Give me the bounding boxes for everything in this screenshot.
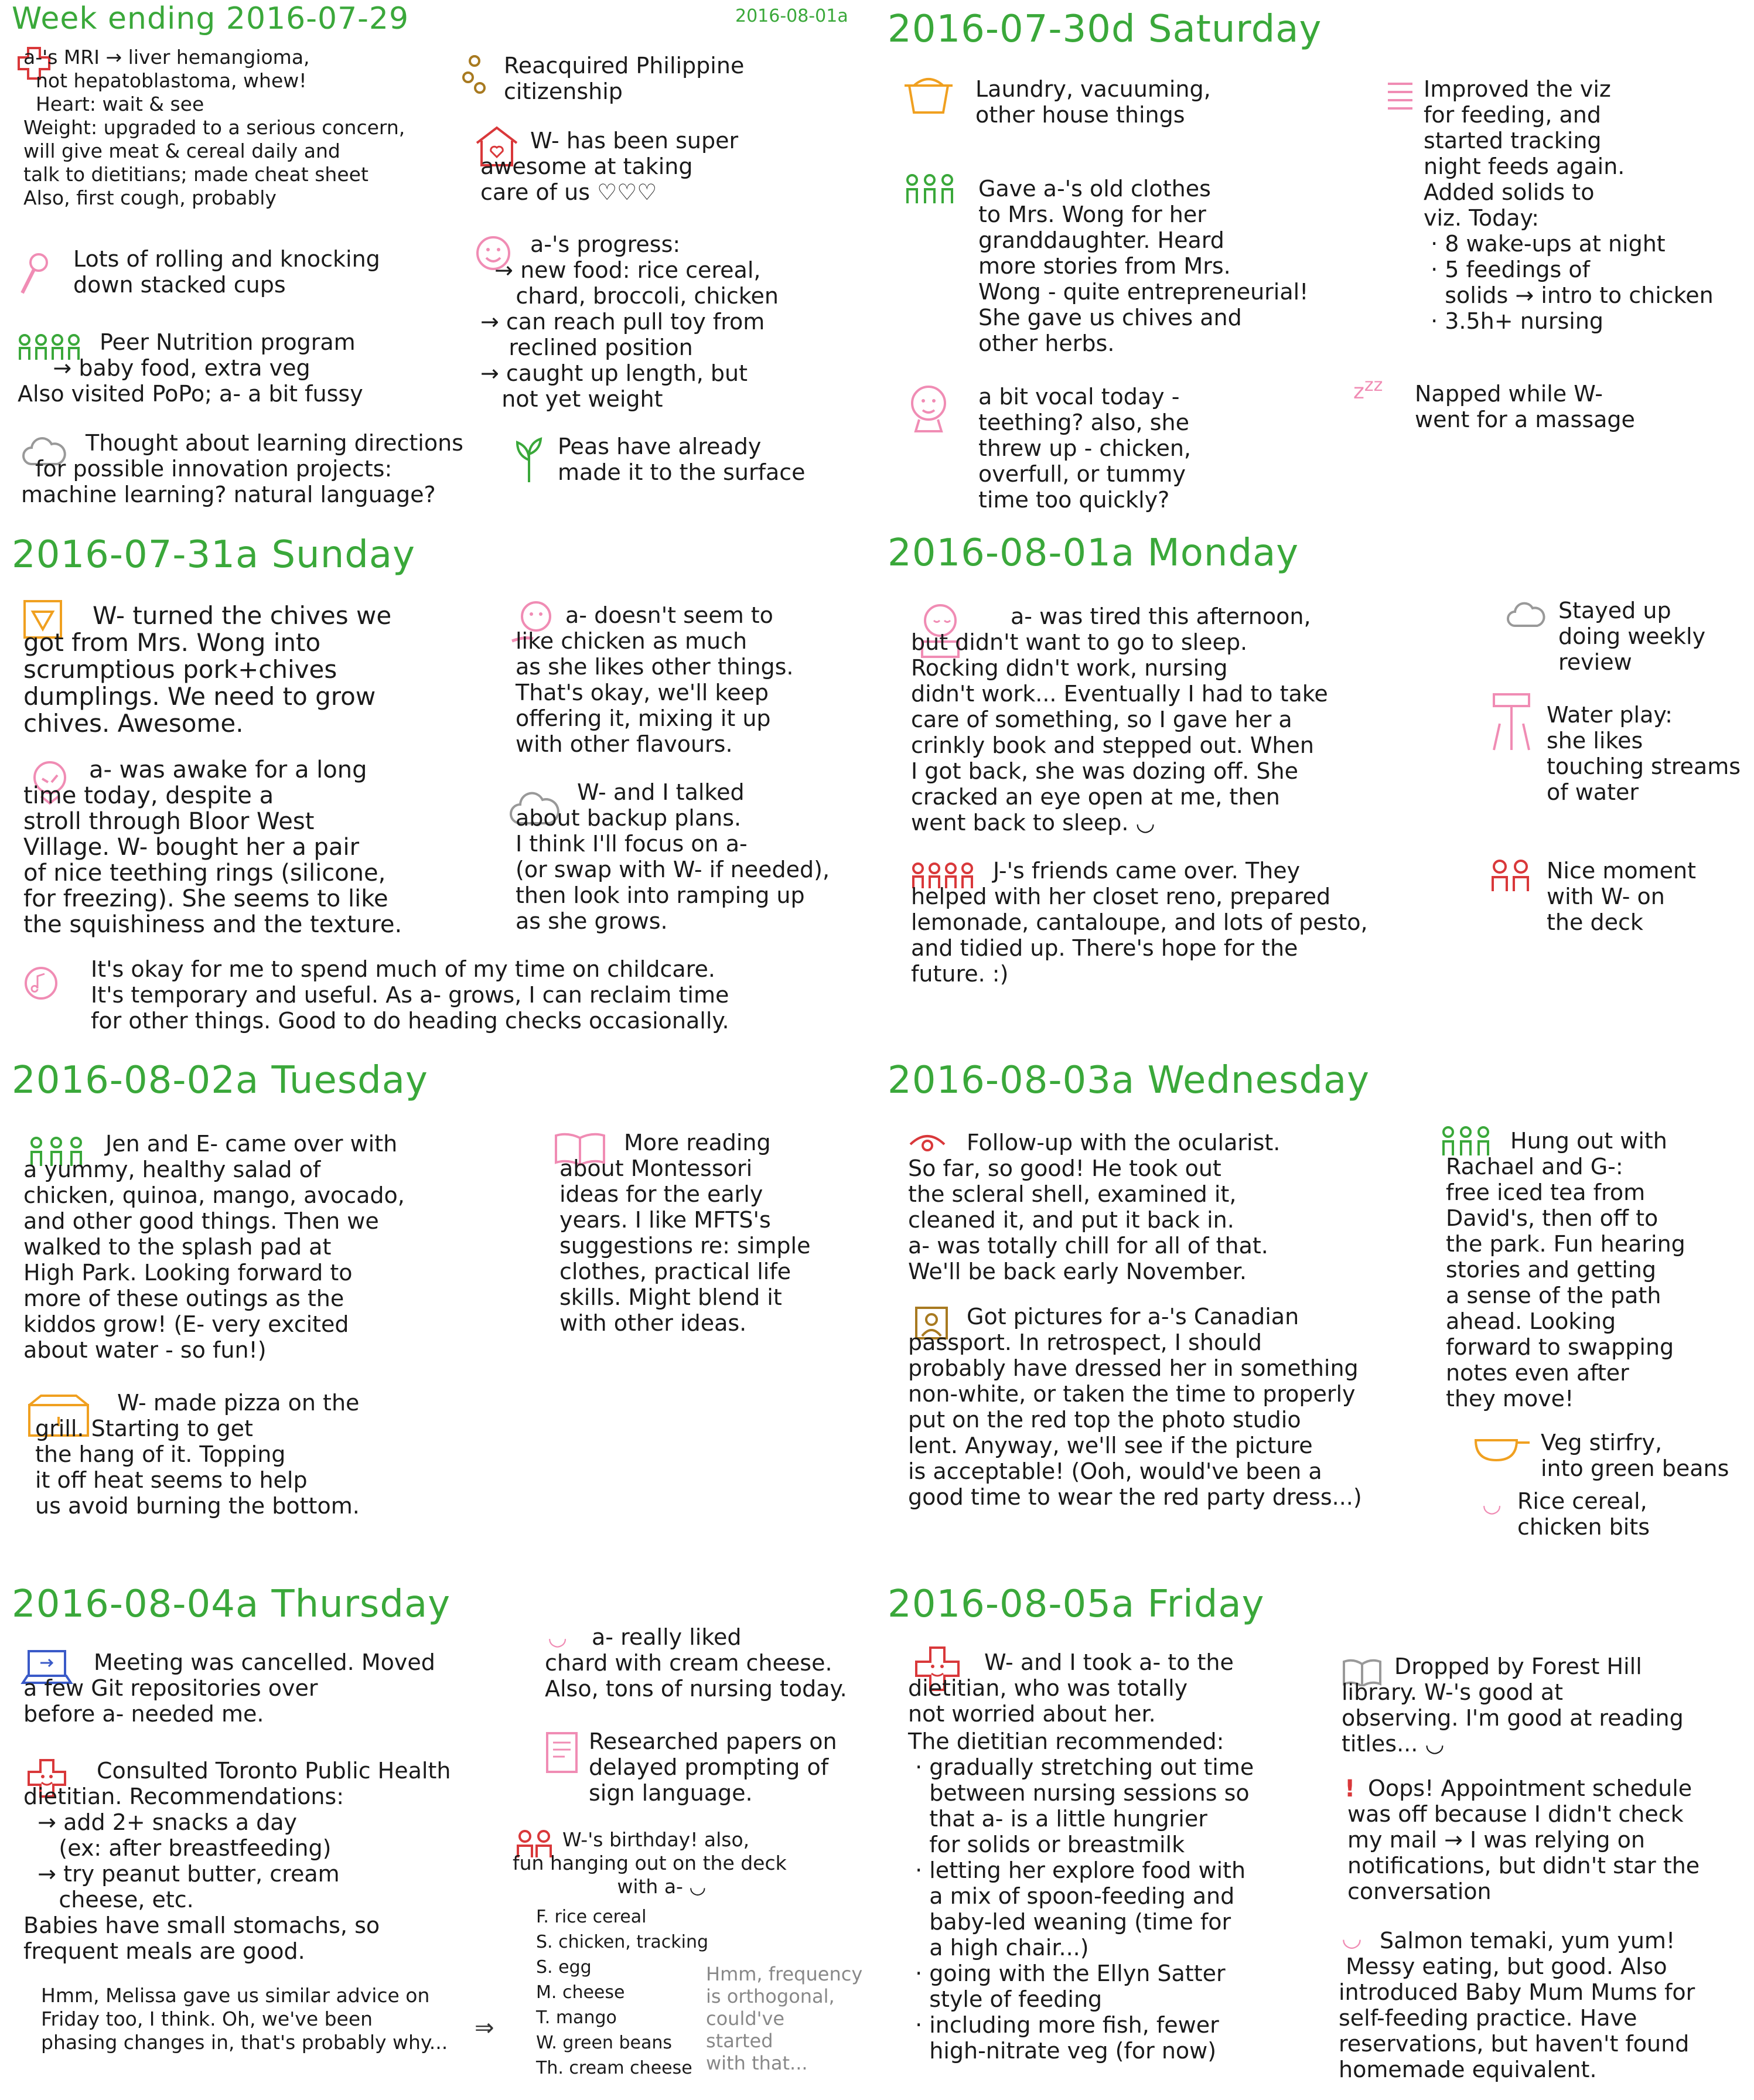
rolling-note: Lots of rolling and knocking down stacked cups [73,246,380,298]
yum-face-icon: ◡ [1342,1925,1362,1952]
progress-note: a-'s progress: → new food: rice cereal, chard, broccoli, chicken → can reach pull toy from reclined position → caught up length, but not yet weight [480,231,779,412]
rice-note: Rice cereal, chicken bits [1517,1488,1650,1540]
review-cloud-icon [1506,599,1547,631]
alert-icon: ! [1344,1775,1356,1802]
sleep-zzz-icon: $z^{zz}$ [1353,375,1383,404]
clothes-note: Gave a-'s old clothes to Mrs. Wong for her granddaughter. Heard more stories from Mrs. Wong - quite entrepreneurial! She gave us chives and other herbs. [978,176,1309,356]
dietitian-note: W- and I took a- to the dietitian, who was totally not worried about her. [908,1649,1234,1727]
wok-icon [1473,1434,1532,1464]
chard-note: a- really liked chard with cream cheese. Also, tons of nursing today. [545,1624,847,1702]
peer-nutrition-note: Peer Nutrition program → baby food, extra veg Also visited PoPo; a- a bit fussy [18,329,363,407]
library-note: Dropped by Forest Hill library. W-'s good at observing. I'm good at reading titles... ◡ [1342,1654,1684,1757]
chives-note: W- turned the chives we got from Mrs. Wong into scrumptious pork+chives dumplings. We need to grow chives. Awesome. [23,601,392,738]
oops-note: Oops! Appointment schedule was off because I didn't check my mail → I was relying on notifications, but didn't star the conversation [1347,1775,1700,1904]
pizza-note: W- made pizza on the grill. Starting to get the hang of it. Topping it off heat seems to help us avoid burning the bottom. [35,1390,360,1519]
meeting-note: Meeting was cancelled. Moved a few Git repositories over before a- needed me. [23,1649,435,1727]
thursday-heading: 2016-08-04a Thursday [12,1583,451,1626]
sprout-icon [514,437,544,483]
vocal-note: a bit vocal today - teething? also, she threw up - chicken, overfull, or tummy time too quickly? [978,384,1192,513]
laundry-note: Laundry, vacuuming, other house things [975,76,1211,128]
jen-note: Jen and E- came over with a yummy, healthy salad of chicken, quinoa, mango, avocado, and other good things. Then we walked to the splash pad at High Park. Looking forward to more of these outings as the kiddos grow! (E- very excited about water - so fun!) [23,1131,405,1363]
music-note-icon [23,966,59,1001]
recommended-note: The dietitian recommended: · gradually stretching out time between nursing sessions so that a- is a little hungrier for solids or breastmilk · letting her explore food with a mix of spoon-feeding and baby-led weaning (time for a high chair...) · going with the Ellyn Satter style of feeding · including more fish, fewer high-nitrate veg (for now) [908,1729,1254,2064]
chicken-note: a- doesn't seem to like chicken as much as she likes other things. That's okay, we'll keep offering it, mixing it up with other flavours. [516,602,794,757]
passport-note: Got pictures for a-'s Canadian passport. In retrospect, I should probably have dressed her in something non-white, or taken the time to properly put on the red top the photo studio lent. Anyway, we'll see if the picture is acceptable! (Ooh, would've been a good time to wear the red party dress...) [908,1304,1362,1510]
happy-face-icon: ◡ [548,1624,568,1650]
double-arrow-icon: ⇒ [475,2014,494,2041]
moment-note: Nice moment with W- on the deck [1547,858,1696,935]
wednesday-heading: 2016-08-03a Wednesday [888,1059,1370,1102]
frequency-note: Hmm, frequency is orthogonal, could've started with that... [706,1963,863,2074]
sunday-heading: 2016-07-31a Sunday [12,533,415,577]
water-note: Water play: she likes touching streams of water [1547,702,1741,805]
birthday-note: W-'s birthday! also, fun hanging out on the deck with a- ◡ [513,1828,787,1898]
rattle-icon [16,252,52,299]
tuesday-heading: 2016-08-02a Tuesday [12,1059,428,1102]
papers-note: Researched papers on delayed prompting of sign language. [589,1729,837,1806]
veg-note: Veg stirfry, into green beans [1541,1430,1729,1481]
research-papers-icon [544,1730,585,1777]
water-faucet-icon [1488,688,1535,753]
consulted-note: Consulted Toronto Public Health dietitian. Recommendations: → add 2+ snacks a day (ex: after breastfeeding) → try peanut butter, cream cheese, etc. Babies have small stomachs, so frequent meals are good. [23,1758,451,1964]
family-icon [905,173,958,205]
viz-note: Improved the viz for feeding, and started tracking night feeds again. Added solids to viz. Today: · 8 wake-ups at night · 5 feedings of solids → intro to chicken · 3.5h+ nursing [1424,76,1714,334]
awesome-note: W- has been super awesome at taking care of us ♡♡♡ [480,128,739,205]
ocularist-note: Follow-up with the ocularist. So far, so good! He took out the scleral shell, examined it, cleaned it, and put it back in. a- was totally chill for all of that. We'll be back early November. [908,1130,1281,1284]
reading-note: More reading about Montessori ideas for the early years. I like MFTS's suggestions re: simple clothes, practical life skills. Might blend it with other ideas. [559,1130,811,1336]
friday-heading: 2016-08-05a Friday [888,1583,1265,1626]
nap-note: Napped while W- went for a massage [1415,381,1635,432]
backup-note: W- and I talked about backup plans. I think I'll focus on a- (or swap with W- if needed), then look into ramping up as she grows. [516,779,830,934]
mri-note: a-'s MRI → liver hemangioma, not hepatoblastoma, whew! Heart: wait & see Weight: upgraded to a serious concern, will give meat & cereal daily and talk to dietitians; made cheat sheet Also, first cough, probably [23,46,405,209]
citizenship-note: Reacquired Philippine citizenship [504,53,745,104]
date-stamp: 2016-08-01a [735,6,848,26]
salmon-note: Salmon temaki, yum yum! Messy eating, but good. Also introduced Baby Mum Mums for self-feeding practice. Have reservations, but haven't found homemade equivalent. [1339,1928,1695,2082]
monday-heading: 2016-08-01a Monday [888,531,1299,575]
saturday-heading: 2016-07-30d Saturday [888,8,1322,51]
list-icon [1386,79,1415,114]
food-schedule: F. rice cereal S. chicken, tracking S. egg M. cheese T. mango W. green beans Th. cream cheese [536,1907,709,2078]
tired-note: a- was tired this afternoon, but didn't want to go to sleep. Rocking didn't work, nursing didn't work... Eventually I had to take care of something, so I gave her a crinkly book and stepped out. When I got back, she was dozing off. She cracked an eye open at me, then went back to sleep. ◡ [911,604,1328,836]
review-note: Stayed up doing weekly review [1558,598,1706,675]
okay-note: It's okay for me to spend much of my time on childcare. It's temporary and useful. As a- grows, I can reclaim time for other things. Good to do heading checks occasionally. [91,956,729,1034]
awake-note: a- was awake for a long time today, despite a stroll through Bloor West Village. W- bought her a pair of nice teething rings (silicone, for freezing). She seems to like the squishiness and the texture. [23,756,402,938]
thought-note: Thought about learning directions for possible innovation projects: machine learning? natural language? [21,430,463,507]
peas-note: Peas have already made it to the surface [558,434,806,485]
friends-note: J-'s friends came over. They helped with her closet reno, prepared lemonade, cantaloupe, and lots of pesto, and tidied up. There's hope for the future. :) [911,858,1368,987]
flower-icon [460,54,489,95]
melissa-note: Hmm, Melissa gave us similar advice on Friday too, I think. Oh, we've been phasing changes in, that's probably why... [41,1984,448,2054]
laundry-basket-icon [902,74,955,115]
week-heading: Week ending 2016-07-29 [12,1,410,36]
spoon-smile-icon: ◡ [1482,1491,1502,1517]
couple-icon [1488,858,1535,894]
hung-out-note: Hung out with Rachael and G-: free iced tea from David's, then off to the park. Fun hearing stories and getting a sense of the path ahead. Looking forward to swapping notes even after they move! [1446,1128,1685,1412]
baby-icon [905,381,952,434]
